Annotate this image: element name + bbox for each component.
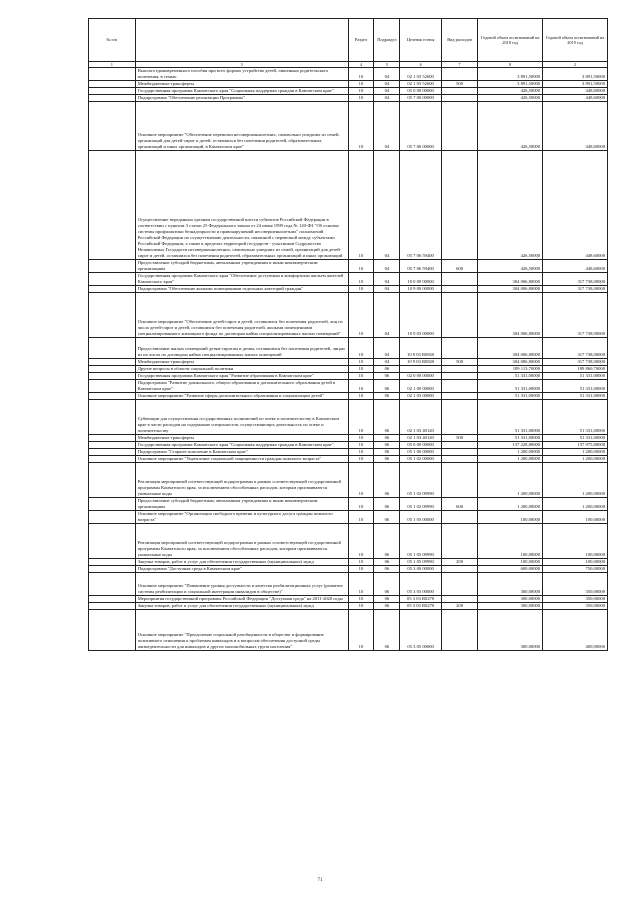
row-name-cell: Другие вопросы в области социальной политики [135, 366, 348, 373]
row-2019-cell: 448,60000 [543, 95, 608, 102]
row-expense-type-cell [441, 273, 477, 286]
row-subsection-cell: 04 [374, 81, 400, 88]
row-target-cell: 05 7 06 59400 [400, 151, 442, 260]
row-num-cell [89, 260, 136, 273]
row-name-cell: Основное мероприятие "Преодоление социальной разобщенности в обществе и формирование позитивного отношения к проблемам инвалидов и к вопросам обеспечения доступной среды жизнедеятельности для инвалидов и других маломобильных групп населения" [135, 610, 348, 651]
row-2018-cell: 304 006,80000 [478, 359, 543, 366]
row-num-cell [89, 338, 136, 359]
row-expense-type-cell [441, 449, 477, 456]
row-expense-type-cell [441, 596, 477, 603]
page-number: 71 [317, 878, 323, 883]
row-2019-cell: 100,00000 [543, 511, 608, 524]
table-row [89, 449, 608, 456]
row-2018-cell: 426,50000 [478, 102, 543, 151]
row-expense-type-cell [441, 456, 477, 463]
row-2018-cell: 300,00000 [478, 596, 543, 603]
row-expense-type-cell: 500 [441, 81, 477, 88]
row-section-cell: 10 [348, 366, 374, 373]
row-name-cell: Реализация мероприятий соответствующей подпрограммы в рамках соответствующей государственной программы Камчатского края, за исключением обособленных расходов, которым присваиваются уникальные коды [135, 463, 348, 498]
budget-table-body [89, 68, 608, 651]
row-subsection-cell: 04 [374, 359, 400, 366]
row-2019-cell: 1 200,00000 [543, 449, 608, 456]
row-2018-cell: 100,00000 [478, 511, 543, 524]
row-target-cell: 05 3 05 00000 [400, 610, 442, 651]
row-num-cell [89, 373, 136, 380]
row-section-cell: 10 [348, 95, 374, 102]
row-num-cell [89, 435, 136, 442]
row-target-cell: 02 1 00 00000 [400, 380, 442, 393]
row-2018-cell: 1 200,00000 [478, 449, 543, 456]
row-2019-cell: 317 738,00000 [543, 273, 608, 286]
row-2019-cell: 137 975,80000 [543, 442, 608, 449]
column-number: 5 [374, 62, 400, 68]
row-2018-cell: 51 331,00000 [478, 380, 543, 393]
row-2018-cell: 100,00000 [478, 524, 543, 559]
row-2019-cell: 1 200,00000 [543, 463, 608, 498]
row-2018-cell: 1 200,00000 [478, 456, 543, 463]
row-num-cell [89, 573, 136, 596]
row-name-cell: Подпрограмма "Старшее поколение в Камчатском крае" [135, 449, 348, 456]
row-2019-cell: 1 200,00000 [543, 456, 608, 463]
row-name-cell: Предоставление субсидий бюджетным, автономным учреждениям и иным некоммерческим организациям [135, 498, 348, 511]
row-name-cell: Основное мероприятие "Укрепление социальной защищенности граждан пожилого возраста" [135, 456, 348, 463]
row-target-cell: 05 7 06 59400 [400, 260, 442, 273]
table-row [89, 293, 608, 338]
row-section-cell: 10 [348, 260, 374, 273]
row-2019-cell: 1 200,00000 [543, 498, 608, 511]
row-subsection-cell: 06 [374, 498, 400, 511]
row-target-cell [400, 366, 442, 373]
row-num-cell [89, 524, 136, 559]
row-2018-cell: 304 006,80000 [478, 273, 543, 286]
row-expense-type-cell [441, 88, 477, 95]
row-name-cell: Межбюджетные трансферты [135, 81, 348, 88]
row-expense-type-cell [441, 338, 477, 359]
row-target-cell: 10 9 03 R0820 [400, 359, 442, 366]
row-name-cell: Основное мероприятие "Повышение уровня доступности и качества реабилитационных услуг (развитие системы реабилитации и социальной интеграции инвалидов в обществе)" [135, 573, 348, 596]
row-2018-cell: 51 331,00000 [478, 373, 543, 380]
table-row [89, 442, 608, 449]
table-row [89, 573, 608, 596]
row-name-cell: Основное мероприятие "Развитие сферы дополнительного образования и социализации детей" [135, 393, 348, 400]
row-2018-cell: 51 331,00000 [478, 435, 543, 442]
row-expense-type-cell [441, 293, 477, 338]
table-row [89, 456, 608, 463]
row-2018-cell: 137 228,80000 [478, 442, 543, 449]
row-2019-cell: 317 738,00000 [543, 293, 608, 338]
row-2019-cell: 317 738,00000 [543, 338, 608, 359]
col-header-2019: Годовой объем ассигнований на 2019 год [543, 19, 608, 62]
row-section-cell: 10 [348, 456, 374, 463]
row-num-cell [89, 449, 136, 456]
row-name-cell: Закупка товаров, работ и услуг для обеспечения государственных (муниципальных) нужд [135, 559, 348, 566]
row-2019-cell: 448,60000 [543, 102, 608, 151]
row-subsection-cell: 06 [374, 366, 400, 373]
row-name-cell: Подпрограмма "Доступная среда в Камчатском крае" [135, 566, 348, 573]
row-section-cell: 10 [348, 373, 374, 380]
row-target-cell: 02 1 03 40120 [400, 435, 442, 442]
row-2019-cell: 3 891,50000 [543, 68, 608, 81]
row-target-cell: 02 1 03 52600 [400, 68, 442, 81]
row-2018-cell: 304 006,80000 [478, 286, 543, 293]
row-num-cell [89, 88, 136, 95]
table-row [89, 435, 608, 442]
table-row [89, 610, 608, 651]
row-2019-cell: 51 331,00000 [543, 380, 608, 393]
row-target-cell: 05 7 06 00000 [400, 102, 442, 151]
row-2019-cell: 3 891,50000 [543, 81, 608, 88]
row-section-cell: 10 [348, 596, 374, 603]
row-target-cell: 05 3 03 00000 [400, 573, 442, 596]
row-expense-type-cell: 500 [441, 435, 477, 442]
row-subsection-cell: 06 [374, 373, 400, 380]
row-section-cell: 10 [348, 338, 374, 359]
row-subsection-cell: 04 [374, 293, 400, 338]
row-name-cell: Закупка товаров, работ и услуг для обеспечения государственных (муниципальных) нужд [135, 603, 348, 610]
row-2019-cell: 100,00000 [543, 524, 608, 559]
row-section-cell: 10 [348, 442, 374, 449]
column-number: 8 [478, 62, 543, 68]
row-num-cell [89, 95, 136, 102]
col-header-2018: Годовой объем ассигнований на 2018 год [478, 19, 543, 62]
row-2019-cell: 448,60000 [543, 260, 608, 273]
table-row [89, 366, 608, 373]
column-number: 7 [441, 62, 477, 68]
row-section-cell: 10 [348, 524, 374, 559]
row-expense-type-cell [441, 566, 477, 573]
row-section-cell: 10 [348, 359, 374, 366]
row-2019-cell: 100,00000 [543, 559, 608, 566]
row-section-cell: 10 [348, 566, 374, 573]
row-subsection-cell: 06 [374, 573, 400, 596]
row-2019-cell: 51 331,00000 [543, 393, 608, 400]
row-name-cell: Межбюджетные трансферты [135, 435, 348, 442]
row-target-cell: 02 1 03 40120 [400, 400, 442, 435]
row-section-cell: 10 [348, 498, 374, 511]
table-row [89, 373, 608, 380]
row-expense-type-cell [441, 511, 477, 524]
row-section-cell: 10 [348, 393, 374, 400]
table-row [89, 81, 608, 88]
row-section-cell: 10 [348, 511, 374, 524]
col-header-expense-type: Вид расходов [441, 19, 477, 62]
row-subsection-cell: 04 [374, 260, 400, 273]
row-subsection-cell: 06 [374, 435, 400, 442]
row-2019-cell: 350,00000 [543, 603, 608, 610]
row-target-cell: 05 7 00 00000 [400, 95, 442, 102]
row-subsection-cell: 06 [374, 524, 400, 559]
row-name-cell: Подпрограмма "Развитие дошкольного, общего образования и дополнительного образования детей в Камчатском крае" [135, 380, 348, 393]
row-target-cell: 05 1 02 00000 [400, 456, 442, 463]
row-section-cell: 10 [348, 400, 374, 435]
row-2018-cell: 100,00000 [478, 559, 543, 566]
row-section-cell: 10 [348, 293, 374, 338]
row-2018-cell: 426,50000 [478, 95, 543, 102]
row-subsection-cell: 04 [374, 151, 400, 260]
row-target-cell: 05 1 02 09990 [400, 463, 442, 498]
row-name-cell: Основное мероприятие "Обеспечение перевозки несовершеннолетних, самовольно ушедших из семей, организаций для детей-сирот и детей, оставшихся без попечения родителей, образовательных организаций и иных организаций, в Камчатском крае" [135, 102, 348, 151]
row-expense-type-cell [441, 393, 477, 400]
row-subsection-cell: 04 [374, 95, 400, 102]
row-2018-cell: 51 331,00000 [478, 400, 543, 435]
row-2019-cell: 51 331,00000 [543, 373, 608, 380]
row-target-cell: 05 1 05 00000 [400, 511, 442, 524]
row-section-cell: 10 [348, 68, 374, 81]
table-row [89, 559, 608, 566]
row-2018-cell: 304 006,80000 [478, 338, 543, 359]
row-name-cell: Мероприятия государственной программы Российской Федерации "Доступная среда" на 2011-2020 годы [135, 596, 348, 603]
row-expense-type-cell: 200 [441, 559, 477, 566]
row-num-cell [89, 293, 136, 338]
table-row [89, 273, 608, 286]
row-target-cell: 05 3 03 R0270 [400, 603, 442, 610]
row-subsection-cell: 06 [374, 380, 400, 393]
row-expense-type-cell [441, 102, 477, 151]
row-num-cell [89, 81, 136, 88]
row-2018-cell: 3 891,50000 [478, 81, 543, 88]
row-name-cell: Государственная программа Камчатского края "Развитие образования в Камчатском крае" [135, 373, 348, 380]
row-name-cell: Государственная программа Камчатского края "Социальная поддержка граждан в Камчатском крае" [135, 88, 348, 95]
row-expense-type-cell [441, 68, 477, 81]
row-2018-cell: 600,00000 [478, 566, 543, 573]
table-row [89, 393, 608, 400]
row-subsection-cell: 06 [374, 603, 400, 610]
row-subsection-cell: 06 [374, 463, 400, 498]
row-subsection-cell: 04 [374, 286, 400, 293]
row-subsection-cell: 06 [374, 400, 400, 435]
table-row [89, 151, 608, 260]
table-row [89, 566, 608, 573]
table-row [89, 463, 608, 498]
row-subsection-cell: 04 [374, 88, 400, 95]
row-2018-cell: 1 200,00000 [478, 463, 543, 498]
row-2019-cell: 448,60000 [543, 88, 608, 95]
row-num-cell [89, 596, 136, 603]
row-subsection-cell: 04 [374, 338, 400, 359]
table-row [89, 338, 608, 359]
row-subsection-cell: 04 [374, 273, 400, 286]
table-row [89, 286, 608, 293]
table-row [89, 260, 608, 273]
row-target-cell: 05 3 03 R0270 [400, 596, 442, 603]
row-num-cell [89, 559, 136, 566]
row-name-cell: Основное мероприятие "Обеспечение детей-сирот и детей, оставшихся без попечения родителей, лиц из числа детей-сирот и детей, оставшихся без попечения родителей, жилыми помещениями специализированного жилищного фонда по договорам найма специализированных жилых помещений" [135, 293, 348, 338]
row-2019-cell: 750,00000 [543, 566, 608, 573]
row-section-cell: 10 [348, 463, 374, 498]
row-2018-cell: 426,50000 [478, 88, 543, 95]
row-target-cell: 10 0 00 00000 [400, 273, 442, 286]
row-subsection-cell: 06 [374, 610, 400, 651]
table-header-row [89, 19, 608, 62]
table-row [89, 498, 608, 511]
row-expense-type-cell [441, 380, 477, 393]
row-target-cell: 05 0 00 00000 [400, 88, 442, 95]
row-target-cell: 02 1 03 00000 [400, 393, 442, 400]
row-expense-type-cell [441, 95, 477, 102]
row-expense-type-cell: 600 [441, 260, 477, 273]
table-row [89, 524, 608, 559]
row-2018-cell: 300,00000 [478, 610, 543, 651]
col-header-target: Целевая статья [400, 19, 442, 62]
row-target-cell: 05 1 00 00000 [400, 449, 442, 456]
row-num-cell [89, 366, 136, 373]
row-target-cell: 02 1 03 52600 [400, 81, 442, 88]
row-section-cell: 10 [348, 573, 374, 596]
row-section-cell: 10 [348, 88, 374, 95]
row-expense-type-cell [441, 400, 477, 435]
row-subsection-cell: 04 [374, 102, 400, 151]
row-2019-cell: 350,00000 [543, 596, 608, 603]
row-num-cell [89, 463, 136, 498]
row-2018-cell: 300,00000 [478, 603, 543, 610]
row-name-cell: Реализация мероприятий соответствующей подпрограммы в рамках соответствующей государственной программы Камчатского края, за исключением обособленных расходов, которым присваиваются уникальные коды [135, 524, 348, 559]
row-subsection-cell: 06 [374, 449, 400, 456]
row-target-cell: 02 0 00 00000 [400, 373, 442, 380]
column-number: 2 [543, 62, 608, 68]
row-2018-cell: 51 331,00000 [478, 393, 543, 400]
row-num-cell [89, 610, 136, 651]
row-expense-type-cell [441, 373, 477, 380]
row-name-cell: Предоставление субсидий бюджетным, автономным учреждениям и иным некоммерческим организациям [135, 260, 348, 273]
row-2019-cell: 350,00000 [543, 573, 608, 596]
row-expense-type-cell: 200 [441, 603, 477, 610]
col-header-subsection: Подраздел [374, 19, 400, 62]
row-2018-cell: 426,50000 [478, 151, 543, 260]
row-2019-cell: 448,60000 [543, 151, 608, 260]
row-name-cell: Предоставление жилых помещений детям-сиротам и детям, оставшимся без попечения родителей, лицам из их числа по договорам найма специализированных жилых помещений [135, 338, 348, 359]
row-expense-type-cell [441, 151, 477, 260]
row-subsection-cell: 06 [374, 559, 400, 566]
row-num-cell [89, 400, 136, 435]
column-number: 1 [89, 62, 136, 68]
row-subsection-cell: 06 [374, 442, 400, 449]
row-num-cell [89, 68, 136, 81]
row-section-cell: 10 [348, 559, 374, 566]
row-name-cell: Государственная программа Камчатского края "Обеспечение доступным и комфортным жильем жителей Камчатского края" [135, 273, 348, 286]
row-subsection-cell: 06 [374, 456, 400, 463]
row-name-cell: Подпрограмма "Обеспечение жилыми помещениями отдельных категорий граждан" [135, 286, 348, 293]
row-num-cell [89, 286, 136, 293]
table-row [89, 88, 608, 95]
column-number: 4 [348, 62, 374, 68]
row-2019-cell: 51 331,00000 [543, 435, 608, 442]
row-expense-type-cell [441, 573, 477, 596]
table-row [89, 596, 608, 603]
row-num-cell [89, 102, 136, 151]
row-num-cell [89, 393, 136, 400]
row-num-cell [89, 359, 136, 366]
row-num-cell [89, 566, 136, 573]
row-section-cell: 10 [348, 273, 374, 286]
row-expense-type-cell [441, 442, 477, 449]
row-2018-cell: 189 113,70000 [478, 366, 543, 373]
row-section-cell: 10 [348, 151, 374, 260]
row-num-cell [89, 380, 136, 393]
table-row [89, 400, 608, 435]
row-subsection-cell: 06 [374, 511, 400, 524]
row-target-cell: 05 0 00 00000 [400, 442, 442, 449]
row-target-cell: 10 9 03 R0820 [400, 338, 442, 359]
row-num-cell [89, 456, 136, 463]
row-section-cell: 10 [348, 380, 374, 393]
row-expense-type-cell [441, 610, 477, 651]
row-target-cell: 10 9 00 00000 [400, 286, 442, 293]
row-section-cell: 10 [348, 435, 374, 442]
row-num-cell [89, 151, 136, 260]
row-name-cell: Субвенции для осуществления государственных полномочий по опеке и попечительству в Камчатском крае в части расходов на содержание специалистов, осуществляющих деятельность по опеке и попечительству [135, 400, 348, 435]
row-section-cell: 10 [348, 81, 374, 88]
row-2019-cell: 317 738,00000 [543, 359, 608, 366]
col-header-section: Раздел [348, 19, 374, 62]
row-2019-cell: 189 860,70000 [543, 366, 608, 373]
row-name-cell: Основное мероприятие "Организация свободного времени и культурного досуга граждан пожилого возраста" [135, 511, 348, 524]
row-expense-type-cell [441, 524, 477, 559]
table-row [89, 603, 608, 610]
col-header-num: № п/п [89, 19, 136, 62]
table-row [89, 95, 608, 102]
row-expense-type-cell [441, 463, 477, 498]
table-row [89, 380, 608, 393]
row-num-cell [89, 498, 136, 511]
row-num-cell [89, 273, 136, 286]
table-row [89, 511, 608, 524]
row-2019-cell: 400,00000 [543, 610, 608, 651]
row-num-cell [89, 603, 136, 610]
row-2018-cell: 304 006,80000 [478, 293, 543, 338]
row-target-cell: 05 3 00 00000 [400, 566, 442, 573]
row-num-cell [89, 511, 136, 524]
row-target-cell: 05 1 05 09990 [400, 524, 442, 559]
row-name-cell: Межбюджетные трансферты [135, 359, 348, 366]
row-2018-cell: 300,00000 [478, 573, 543, 596]
row-subsection-cell: 06 [374, 393, 400, 400]
row-2018-cell: 1 200,00000 [478, 498, 543, 511]
table-row [89, 68, 608, 81]
row-subsection-cell: 04 [374, 68, 400, 81]
table-row [89, 359, 608, 366]
row-name-cell: Осуществление переданных органам государственной власти субъектов Российской Федерации в соответствии с пунктом 3 статьи 25 Федерального закона от 24 июня 1999 года № 120-ФЗ "Об основах системы профилактики безнадзорности и правонарушений несовершеннолетних" полномочий Российской Федерации по осуществлению деятельности, связанной с перевозкой между субъектами Российской Федерации, а также в пределах территорий государств - участников Содружества Независимых Государств несовершеннолетних, самовольно ушедших из семей, организаций для детей-сирот и детей, оставшихся без попечения родителей, образовательных организаций и иных организаций [135, 151, 348, 260]
row-target-cell: 10 9 03 00000 [400, 293, 442, 338]
row-2019-cell: 51 331,00000 [543, 400, 608, 435]
row-name-cell: Выплата единовременного пособия при всех формах устройства детей, лишенных родительского попечения, в семью [135, 68, 348, 81]
budget-table [88, 18, 608, 651]
row-section-cell: 10 [348, 610, 374, 651]
row-expense-type-cell: 600 [441, 498, 477, 511]
row-subsection-cell: 06 [374, 596, 400, 603]
row-2019-cell: 317 738,00000 [543, 286, 608, 293]
table-row [89, 102, 608, 151]
row-2018-cell: 3 891,50000 [478, 68, 543, 81]
col-header-name [135, 19, 348, 62]
row-expense-type-cell [441, 366, 477, 373]
row-section-cell: 10 [348, 449, 374, 456]
row-num-cell [89, 442, 136, 449]
row-name-cell: Государственная программа Камчатского края "Социальная поддержка граждан в Камчатском крае" [135, 442, 348, 449]
row-target-cell: 05 1 02 09990 [400, 498, 442, 511]
row-section-cell: 10 [348, 603, 374, 610]
column-number: 6 [400, 62, 442, 68]
row-name-cell: Подпрограмма "Обеспечение реализации Программы" [135, 95, 348, 102]
row-section-cell: 10 [348, 286, 374, 293]
row-2018-cell: 426,50000 [478, 260, 543, 273]
row-target-cell: 05 1 05 09990 [400, 559, 442, 566]
row-expense-type-cell [441, 286, 477, 293]
row-expense-type-cell: 500 [441, 359, 477, 366]
column-number: 3 [135, 62, 348, 68]
row-section-cell: 10 [348, 102, 374, 151]
row-subsection-cell: 06 [374, 566, 400, 573]
